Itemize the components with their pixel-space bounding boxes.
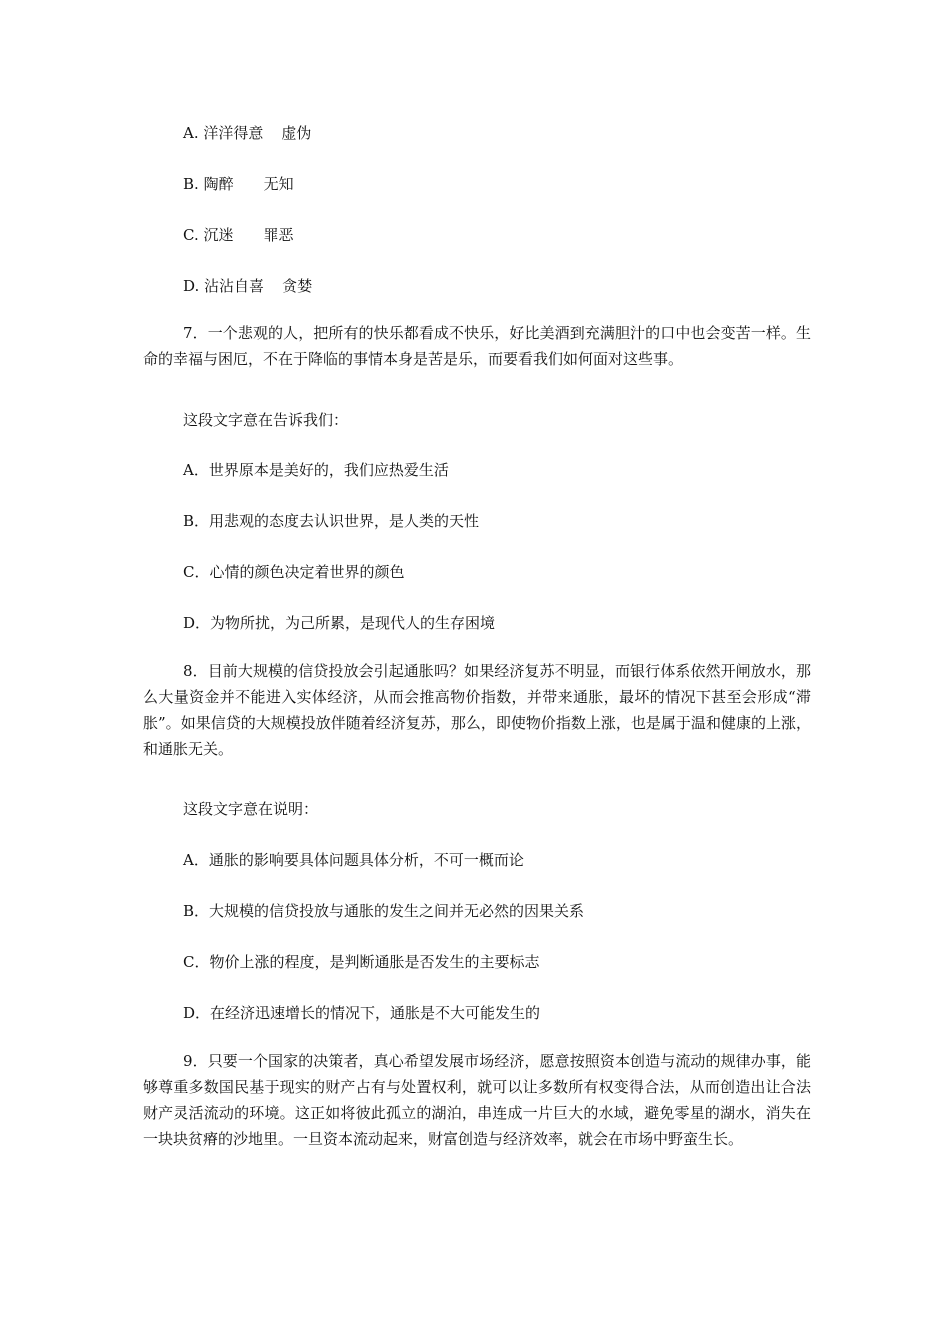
q8-option-d: D．在经济迅速增长的情况下，通胀是不大可能发生的 [183,1004,541,1022]
q6-option-a: A. 洋洋得意 虚伪 [183,124,312,142]
q6-option-c: C. 沉迷 罪恶 [183,226,294,244]
q8-question: 这段文字意在说明： [183,800,319,818]
q7-option-b: B．用悲观的态度去认识世界，是人类的天性 [183,512,480,530]
q6-option-b: B. 陶醉 无知 [183,175,294,193]
q7-option-d: D．为物所扰，为己所累，是现代人的生存困境 [183,614,496,632]
q6-option-d: D. 沾沾自喜 贪婪 [183,277,313,295]
q7-option-c: C．心情的颜色决定着世界的颜色 [183,563,405,581]
q8-passage: 8．目前大规模的信贷投放会引起通胀吗？如果经济复苏不明显，而银行体系依然开闸放水，那么大量资金并不能进入实体经济，从而会推高物价指数，并带来通胀，最坏的情况下甚至会形成“滞胀”。如果信贷的大规模投放伴随着经济复苏，那么，即使物价指数上涨，也是属于温和健康的上涨，和通胀无关。 [143,662,811,758]
q8-option-c: C．物价上涨的程度，是判断通胀是否发生的主要标志 [183,953,540,971]
q8-option-a: A．通胀的影响要具体问题具体分析，不可一概而论 [183,851,524,869]
q7-option-a: A．世界原本是美好的，我们应热爱生活 [183,461,449,479]
q7-passage: 7．一个悲观的人，把所有的快乐都看成不快乐，好比美酒到充满胆汁的口中也会变苦一样。生命的幸福与困厄，不在于降临的事情本身是苦是乐，而要看我们如何面对这些事。 [143,324,811,368]
q8-option-b: B．大规模的信贷投放与通胀的发生之间并无必然的因果关系 [183,902,585,920]
q7-question: 这段文字意在告诉我们： [183,411,349,429]
q9-passage: 9．只要一个国家的决策者，真心希望发展市场经济，愿意按照资本创造与流动的规律办事，能够尊重多数国民基于现实的财产占有与处置权利，就可以让多数所有权变得合法，从而创造出让合法财产灵活流动的环境。这正如将彼此孤立的湖泊，串连成一片巨大的水域，避免零星的湖水，消失在一块块贫瘠的沙地里。一旦资本流动起来，财富创造与经济效率，就会在市场中野蛮生长。 [143,1052,811,1148]
